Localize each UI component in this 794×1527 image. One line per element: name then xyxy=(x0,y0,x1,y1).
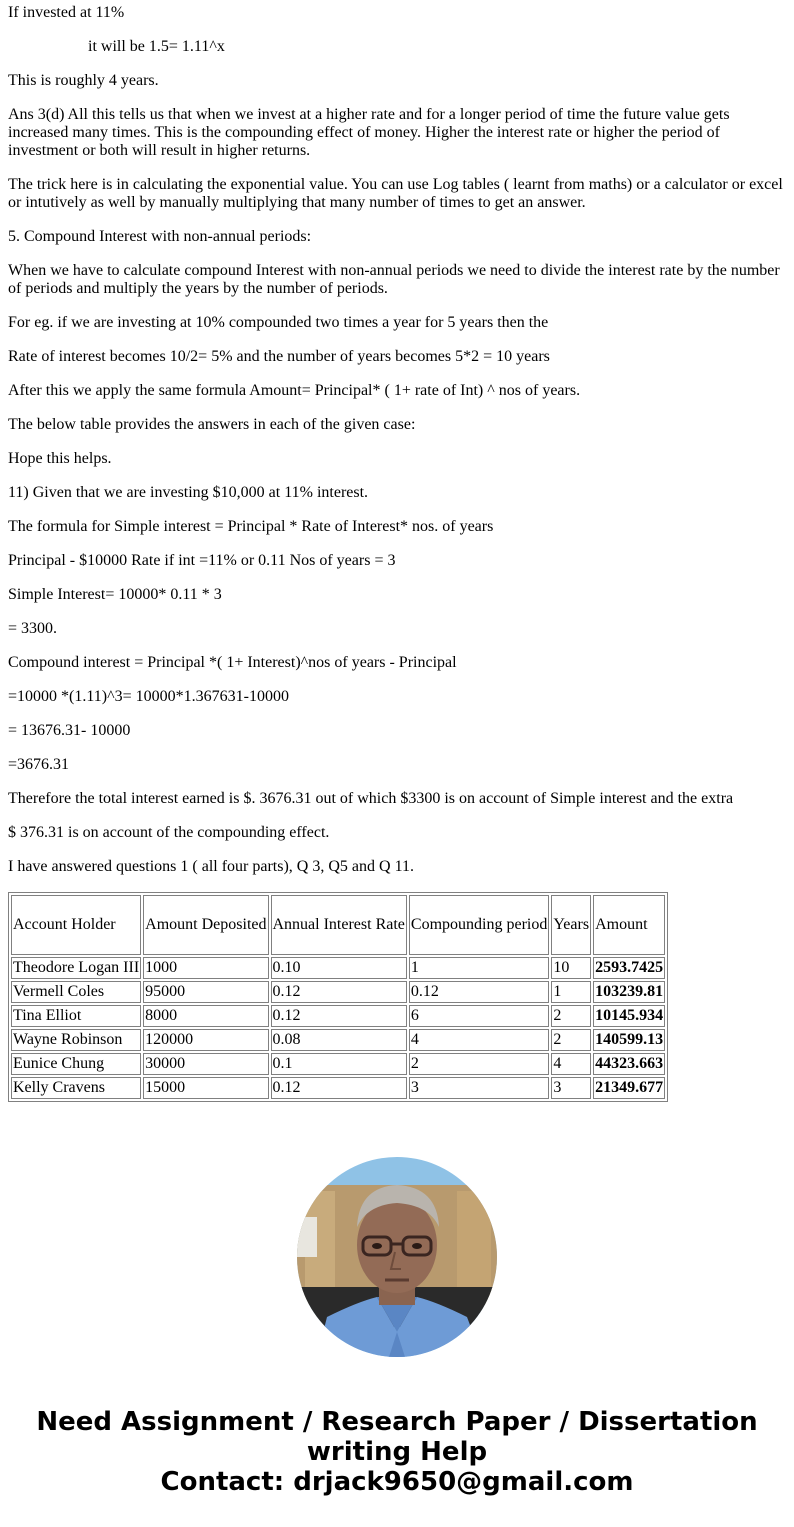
paragraph: Principal - $10000 Rate if int =11% or 0.11 Nos of years = 3 xyxy=(8,552,396,569)
compound-interest-table xyxy=(8,892,668,1102)
table-row xyxy=(11,1077,665,1099)
paragraph: = 3300. xyxy=(8,620,58,637)
paragraph-formula: Compound interest = Principal *( 1+ Interest)^nos of years - Principal xyxy=(8,654,457,671)
cell-amount: 44323.663 xyxy=(593,1053,665,1075)
cell-compounding-period: 3 xyxy=(409,1077,549,1099)
promo-headline-line-2: writing Help xyxy=(306,1437,488,1467)
section-heading-q5: 5. Compound Interest with non-annual periods: xyxy=(8,228,312,245)
paragraph: This is roughly 4 years. xyxy=(8,72,159,89)
cell-interest-rate: 0.1 xyxy=(271,1053,407,1075)
paragraph-equation: it will be 1.5= 1.11^x xyxy=(88,38,225,55)
promo-banner xyxy=(0,1407,794,1497)
cell-interest-rate: 0.12 xyxy=(271,1005,407,1027)
cell-account-holder: Eunice Chung xyxy=(11,1053,141,1075)
cell-years: 2 xyxy=(551,1005,591,1027)
paragraph: When we have to calculate compound Interest with non-annual periods we need to divide the interest rate by the number of periods and multiply the years by the number of periods. xyxy=(8,262,780,297)
paragraph: =10000 *(1.11)^3= 10000*1.367631-10000 xyxy=(8,688,289,705)
cell-account-holder: Kelly Cravens xyxy=(11,1077,141,1099)
table-row xyxy=(11,957,665,979)
cell-amount: 140599.13 xyxy=(593,1029,665,1051)
cell-years: 2 xyxy=(551,1029,591,1051)
paragraph: I have answered questions 1 ( all four parts), Q 3, Q5 and Q 11. xyxy=(8,858,414,875)
cell-years: 1 xyxy=(551,981,591,1003)
paragraph: If invested at 11% xyxy=(8,4,125,21)
cell-amount: 10145.934 xyxy=(593,1005,665,1027)
cell-interest-rate: 0.12 xyxy=(271,981,407,1003)
table-row xyxy=(11,1005,665,1027)
table-row xyxy=(11,1053,665,1075)
paragraph: = 13676.31- 10000 xyxy=(8,722,131,739)
cell-years: 3 xyxy=(551,1077,591,1099)
paragraph-answer-3d: Ans 3(d) All this tells us that when we invest at a higher rate and for a longer period of time the future value gets increased many times. This is the compounding effect of money. Higher the interest rate or higher the period of investment or both will result in higher returns. xyxy=(8,106,730,159)
table-row xyxy=(11,981,665,1003)
header-years: Years xyxy=(551,895,591,955)
cell-amount: 103239.81 xyxy=(593,981,665,1003)
cell-amount-deposited: 8000 xyxy=(143,1005,268,1027)
table-row xyxy=(11,1029,665,1051)
cell-account-holder: Theodore Logan III xyxy=(11,957,141,979)
cell-amount: 2593.7425 xyxy=(593,957,665,979)
cell-amount: 21349.677 xyxy=(593,1077,665,1099)
cell-account-holder: Tina Elliot xyxy=(11,1005,141,1027)
promo-headline-line-1: Need Assignment / Research Paper / Dissertation xyxy=(36,1407,758,1437)
cell-compounding-period: 0.12 xyxy=(409,981,549,1003)
paragraph: The trick here is in calculating the exponential value. You can use Log tables ( learnt from maths) or a calculator or excel or intutively as well by manually multiplying that many number of times to get an answer. xyxy=(8,176,783,211)
document-body xyxy=(0,4,794,1102)
cell-amount-deposited: 95000 xyxy=(143,981,268,1003)
paragraph: =3676.31 xyxy=(8,756,70,773)
cell-compounding-period: 1 xyxy=(409,957,549,979)
paragraph: Rate of interest becomes 10/2= 5% and the number of years becomes 5*2 = 10 years xyxy=(8,348,550,365)
paragraph: Hope this helps. xyxy=(8,450,112,467)
paragraph: For eg. if we are investing at 10% compounded two times a year for 5 years then the xyxy=(8,314,549,331)
section-heading-q11: 11) Given that we are investing $10,000 at 11% interest. xyxy=(8,484,369,501)
header-account-holder: Account Holder xyxy=(11,895,141,955)
cell-account-holder: Wayne Robinson xyxy=(11,1029,141,1051)
paragraph: $ 376.31 is on account of the compounding effect. xyxy=(8,824,330,841)
author-avatar xyxy=(297,1157,497,1357)
paragraph: The below table provides the answers in each of the given case: xyxy=(8,416,416,433)
cell-amount-deposited: 120000 xyxy=(143,1029,268,1051)
author-photo-illustration xyxy=(297,1157,497,1357)
table-header-row xyxy=(11,895,665,955)
cell-compounding-period: 6 xyxy=(409,1005,549,1027)
cell-account-holder: Vermell Coles xyxy=(11,981,141,1003)
cell-interest-rate: 0.12 xyxy=(271,1077,407,1099)
paragraph-formula: After this we apply the same formula Amount= Principal* ( 1+ rate of Int) ^ nos of years. xyxy=(8,382,581,399)
header-amount-deposited: Amount Deposited xyxy=(143,895,268,955)
cell-interest-rate: 0.08 xyxy=(271,1029,407,1051)
cell-amount-deposited: 15000 xyxy=(143,1077,268,1099)
paragraph-formula: The formula for Simple interest = Principal * Rate of Interest* nos. of years xyxy=(8,518,494,535)
cell-interest-rate: 0.10 xyxy=(271,957,407,979)
cell-years: 4 xyxy=(551,1053,591,1075)
cell-amount-deposited: 30000 xyxy=(143,1053,268,1075)
header-amount: Amount xyxy=(593,895,665,955)
cell-compounding-period: 4 xyxy=(409,1029,549,1051)
cell-amount-deposited: 1000 xyxy=(143,957,268,979)
header-compounding-period: Compounding period xyxy=(409,895,549,955)
promo-contact-email: Contact: drjack9650@gmail.com xyxy=(160,1467,634,1497)
cell-compounding-period: 2 xyxy=(409,1053,549,1075)
paragraph: Therefore the total interest earned is $. 3676.31 out of which $3300 is on account of Simple interest and the extra xyxy=(8,790,734,807)
header-annual-interest-rate: Annual Interest Rate xyxy=(271,895,407,955)
paragraph: Simple Interest= 10000* 0.11 * 3 xyxy=(8,586,222,603)
cell-years: 10 xyxy=(551,957,591,979)
